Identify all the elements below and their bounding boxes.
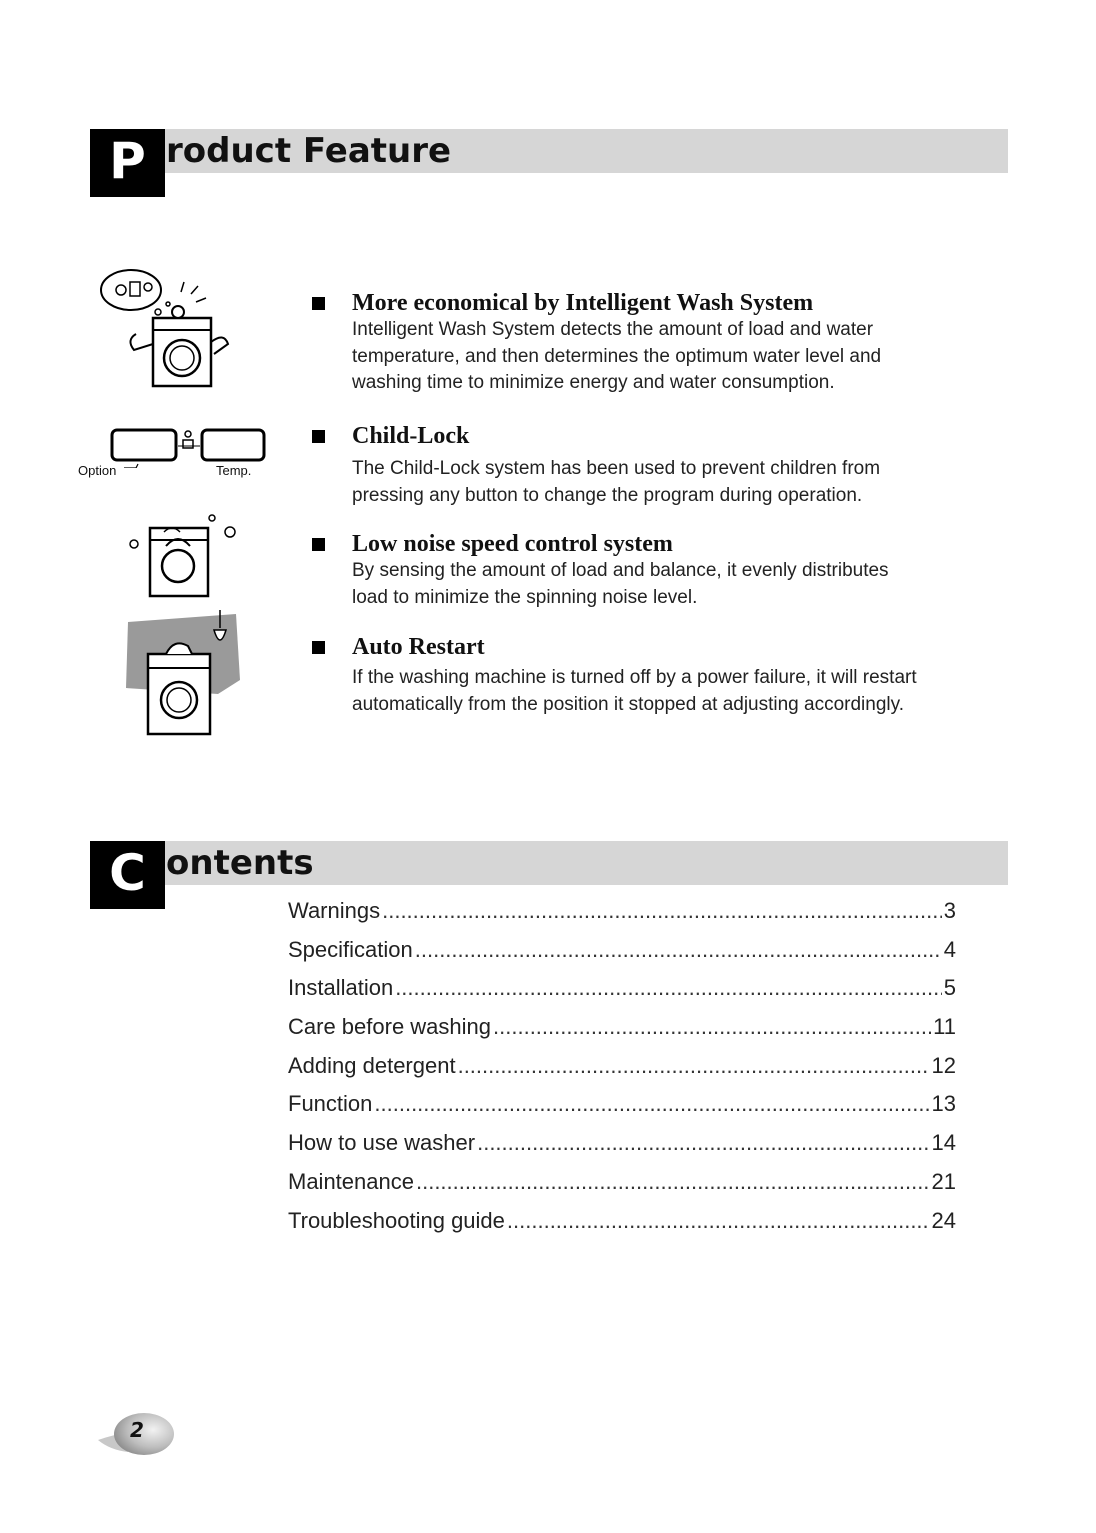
toc-label: Function (288, 1091, 373, 1117)
toc-page: 14 (931, 1130, 956, 1156)
toc-label: Maintenance (288, 1168, 414, 1194)
toc-entry[interactable] (288, 1053, 956, 1092)
bullet-square (312, 430, 325, 443)
toc-label: Installation (288, 975, 394, 1001)
feature-desc-line: If the washing machine is turned off by a power failure, it will restart (352, 667, 917, 688)
bullet-square (312, 538, 325, 551)
toc-leader-dots (477, 1130, 929, 1156)
toc-page: 24 (931, 1207, 956, 1233)
feature-desc-line: washing time to minimize energy and water consumption. (352, 372, 835, 393)
toc-leader-dots (416, 1169, 930, 1195)
bullet-square (312, 641, 325, 654)
washer-power-icon (118, 610, 246, 740)
table-of-contents (288, 898, 956, 1246)
toc-page: 12 (931, 1052, 956, 1078)
feature-desc-line: By sensing the amount of load and balance, it evenly distributes (352, 560, 889, 581)
toc-label: Troubleshooting guide (288, 1207, 505, 1233)
temp-label: Temp. (216, 463, 252, 478)
toc-leader-dots (493, 1014, 931, 1040)
toc-page: 3 (943, 898, 956, 923)
page-number: 2 (130, 1418, 144, 1442)
page-number-badge (96, 1408, 178, 1460)
feature-desc-line: pressing any button to change the program during operation. (352, 484, 863, 506)
toc-leader-dots (374, 1091, 929, 1117)
header-initial-box: P (90, 129, 165, 197)
washer-thinking-icon (96, 262, 246, 392)
toc-entry[interactable] (288, 975, 956, 1014)
feature-desc-line: The Child-Lock system has been used to prevent children from (352, 458, 881, 479)
toc-entry[interactable] (288, 937, 956, 976)
toc-leader-dots (507, 1208, 930, 1234)
toc-entry[interactable] (288, 1130, 956, 1169)
toc-entry[interactable] (288, 1014, 956, 1053)
toc-label: How to use washer (288, 1130, 476, 1156)
feature-child-lock (312, 422, 1002, 512)
toc-entry[interactable] (288, 898, 956, 937)
toc-label: Care before washing (288, 1014, 492, 1040)
option-label: Option (78, 463, 117, 478)
toc-label: Warnings (288, 898, 381, 923)
toc-leader-dots (415, 937, 942, 963)
toc-label: Adding detergent (288, 1052, 456, 1078)
toc-leader-dots (395, 975, 942, 1001)
feature-title: Low noise speed control system (352, 531, 673, 557)
header-title: ontents (166, 843, 314, 883)
feature-title: More economical by Intelligent Wash System (352, 290, 814, 316)
toc-page: 5 (943, 975, 956, 1001)
toc-page: 11 (933, 1014, 956, 1040)
header-title: roduct Feature (166, 131, 452, 171)
toc-leader-dots (458, 1053, 930, 1079)
product-feature-header (90, 129, 1008, 199)
feature-title: Auto Restart (352, 634, 485, 660)
feature-low-noise (312, 530, 1002, 614)
feature-intelligent-wash (312, 289, 1002, 399)
child-lock-buttons-icon (76, 424, 271, 484)
feature-title: Child-Lock (352, 423, 470, 449)
washer-quiet-icon (124, 510, 244, 602)
feature-desc-line: temperature, and then determines the optimum water level and (352, 345, 882, 367)
feature-desc-line: automatically from the position it stopped at adjusting accordingly. (352, 693, 905, 715)
feature-desc-line: load to minimize the spinning noise level. (352, 586, 698, 608)
toc-label: Specification (288, 936, 413, 962)
toc-entry[interactable] (288, 1091, 956, 1130)
toc-page: 13 (931, 1091, 956, 1117)
toc-entry[interactable] (288, 1208, 956, 1247)
toc-page: 4 (943, 936, 956, 962)
bullet-square (312, 297, 325, 310)
feature-auto-restart (312, 633, 1002, 723)
header-initial-box: C (90, 841, 165, 909)
toc-entry[interactable] (288, 1169, 956, 1208)
feature-desc-line: Intelligent Wash System detects the amount of load and water (352, 319, 874, 340)
toc-page: 21 (931, 1168, 956, 1194)
toc-leader-dots (382, 898, 942, 924)
